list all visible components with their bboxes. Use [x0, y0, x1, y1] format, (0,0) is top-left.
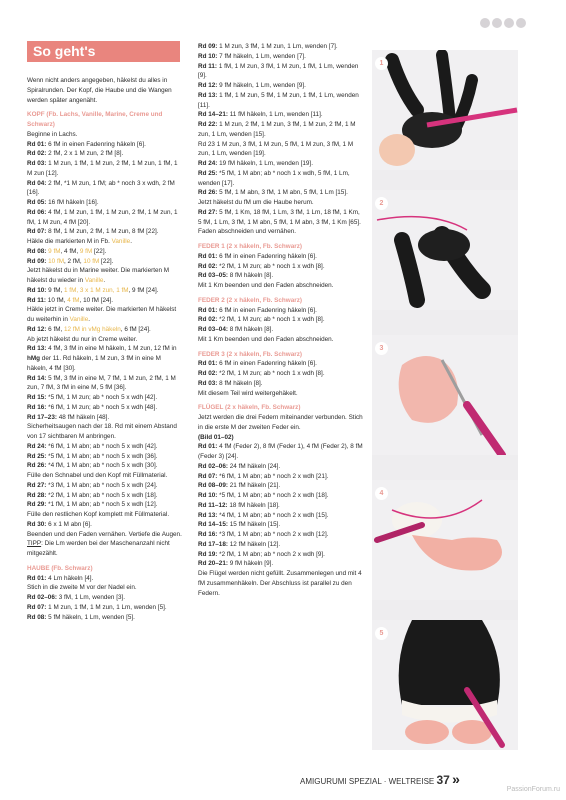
top-dots [480, 18, 526, 28]
step-photo-1 [372, 50, 518, 170]
instruction-row: Rd 01: 4 fM (Feder 2), 8 fM (Feder 1), 4 fM (Feder 2), 8 fM (Feder 3) [24]. [198, 443, 363, 460]
instruction-row: Rd 01: 6 fM in einen Fadenring häkeln [6]. [198, 360, 317, 368]
row-11: Rd 11: 10 fM, 4 fM, 10 fM [24]. [27, 296, 114, 304]
fluegel-end: Die Flügel werden nicht gefüllt. Zusammenlegen und mit 4 fM zusammenhäkeln. Der Abschluss ist parallel zu den Federn. [198, 570, 362, 597]
instruction-row: Rd 02: *2 fM, 1 M zun; ab * noch 1 x wdh [8]. [198, 316, 325, 324]
instruction-row: Rd 16: *6 fM, 1 M zun; ab * noch 5 x wdh [48]. [27, 403, 158, 411]
instruction-row: Rd 07: *6 fM, 1 M abn; ab * noch 2 x wdh [21]. [198, 472, 329, 480]
instruction-row: Rd 09: 1 M zun, 3 fM, 1 M zun, 1 Lm, wenden [7]. [198, 43, 338, 50]
watermark: PassionForum.ru [506, 786, 560, 793]
kopf-rows-3 [27, 442, 183, 471]
step-number: 5 [375, 627, 388, 640]
instruction-row: Rd 11–12: 18 fM häkeln [18]. [198, 501, 280, 509]
row-27: Rd 27: 5 fM, 1 Km, 18 fM, 1 Lm, 3 fM, 1 Lm, 18 fM, 1 Km, 5 fM, 1 Lm, 3 fM, 1 M abn, 5 fM, 1 M abn, 3 fM, 1 Km [65]. [198, 208, 361, 226]
fluegel-text: Jetzt werden die drei Federn miteinander verbunden. Stich in die erste M der zweiten Feder ein. [198, 414, 363, 431]
instruction-row: Rd 13: *4 fM, 1 M abn; ab * noch 2 x wdh [15]. [198, 511, 329, 519]
haube-rows-cont-2 [198, 159, 364, 198]
feder1-title: FEDER 1 (2 x häkeln, Fb. Schwarz) [198, 243, 302, 250]
instruction-row: Rd 05: 16 fM häkeln [16]. [27, 199, 99, 206]
row-30: Rd 30: 6 x 1 M abn [6]. [27, 520, 92, 528]
instruction-row: Rd 10: *5 fM, 1 M abn; ab * noch 2 x wdh [18]. [198, 492, 329, 499]
kopf-rows-1 [27, 140, 183, 238]
instruction-row: Rd 16: *3 fM, 1 M abn; ab * noch 2 x wdh [12]. [198, 531, 329, 538]
step-number: 2 [375, 197, 388, 210]
marine-line: Jetzt häkelst du in Marine weiter. Die markierten M häkelst du wieder in Vanille. [27, 267, 170, 284]
step-number: 3 [375, 342, 388, 355]
creme-only: Ab jetzt häkelst du nur in Creme weiter. [27, 335, 138, 343]
instruction-row: Rd 25: *5 fM, 1 M abn; ab * noch 5 x wdh [36]. [27, 452, 158, 460]
instruction-row: Rd 22: 1 M zun, 2 fM, 1 M zun, 3 fM, 1 M zun, 2 fM, 1 M zun, 1 Lm, wenden [15]. [198, 121, 356, 138]
fill-text-2: Fülle den restlichen Kopf komplett mit Füllmaterial. [27, 511, 170, 518]
column-2 [198, 42, 364, 598]
row-23: Rd 23 1 M zun, 3 fM, 1 M zun, 5 fM, 1 M zun, 3 fM, 1 M zun, 1 Lm, wenden [19]. [198, 140, 354, 158]
feder3-title: FEDER 3 (2 x häkeln, Fb. Schwarz) [198, 350, 302, 358]
step-photo-2 [372, 190, 518, 310]
creme-line: Häkle jetzt in Creme weiter. Die markierten M häkelst du weiterhin in Vanille. [27, 306, 177, 323]
haube-title: HAUBE (Fb. Schwarz) [27, 564, 93, 572]
instruction-row: Rd 17–23: 48 fM häkeln [48]. [27, 413, 110, 421]
page-number: 37 [436, 773, 450, 787]
fluegel-title: FLÜGEL (2 x häkeln, Fb. Schwarz) [198, 404, 301, 412]
instruction-row: Rd 14–15: 15 fM häkeln [15]. [198, 521, 281, 529]
instruction-row: Rd 02: *2 fM, 1 M zun; ab * noch 1 x wdh [8]. [198, 370, 325, 377]
instruction-row: Rd 03: 1 M zun, 1 fM, 1 M zun, 2 fM, 1 M zun, 1 fM, 1 M zun [12]. [27, 160, 178, 177]
instruction-row: Rd 20–21: 9 fM häkeln [9]. [198, 560, 274, 568]
photo-panel [372, 50, 518, 750]
row-10: Rd 10: 9 fM, 1 fM, 3 x 1 M zun, 1 fM, 9 fM [24]. [27, 286, 159, 294]
kopf-title: KOPF (Fb. Lachs, Vanille, Marine, Creme und Schwarz) [27, 111, 163, 128]
safety-eyes-text: Sicherheitsaugen nach der 18. Rd mit einem Abstand von 17 sichtbaren M anbringen. [27, 423, 177, 440]
feder1-rows [198, 252, 364, 281]
nav-dot [516, 18, 526, 28]
haube-row-01: Rd 01: 4 Lm häkeln [4]. [27, 574, 94, 582]
instruction-row: Rd 03–05: 8 fM häkeln [8]. [198, 272, 274, 280]
feder2-title: FEDER 2 (2 x häkeln, Fb. Schwarz) [198, 296, 302, 304]
kopf-end: Beenden und den Faden vernähen. Vertiefe die Augen. [27, 530, 182, 538]
haube-text: Stich in die zweite M vor der Nadel ein. [27, 584, 137, 592]
instruction-row: Rd 02–06: 24 fM häkeln [24]. [198, 462, 281, 470]
instruction-row: Rd 01: 6 fM in einen Fadenring häkeln [6]. [198, 306, 317, 314]
cut-text: Faden abschneiden und vernähen. [198, 228, 297, 236]
column-1 [27, 76, 183, 622]
instruction-row: Rd 10: 7 fM häkeln, 1 Lm, wenden [7]. [198, 52, 306, 60]
instruction-row: Rd 26: 5 fM, 1 M abn, 3 fM, 1 M abn, 5 fM, 1 Lm [15]. [198, 189, 348, 197]
instruction-row: Rd 07: 8 fM, 1 M zun, 2 fM, 1 M zun, 8 fM [22]. [27, 228, 159, 236]
fluegel-rows [198, 442, 364, 569]
instruction-row: Rd 01: 6 fM in einen Fadenring häkeln [6]. [27, 140, 146, 148]
instruction-row: Rd 06: 4 fM, 1 M zun, 1 fM, 1 M zun, 2 fM, 1 M zun, 1 fM, 1 M zun, 4 fM [20]. [27, 208, 178, 226]
magazine-name: AMIGURUMI SPEZIAL · WELTREISE [300, 777, 435, 786]
around-text: Jetzt häkelst du fM um die Haube herum. [198, 199, 314, 206]
row-12: Rd 12: 6 fM, 12 fM in vMg häkeln, 6 fM [24]. [27, 325, 151, 333]
instruction-row: Rd 14: 5 fM, 3 fM in eine M, 7 fM, 1 M zun, 2 fM, 1 M zun, 7 fM, 3 fM in eine M, 5 fM [36]. [27, 374, 176, 392]
next-page-arrow[interactable]: » [452, 771, 460, 787]
instruction-row: Rd 15: *5 fM, 1 M zun; ab * noch 5 x wdh [42]. [27, 394, 158, 401]
instruction-row: Rd 02: *2 fM, 1 M zun; ab * noch 1 x wdh [8]. [198, 262, 325, 270]
nav-dot [480, 18, 490, 28]
vanille-line: Häkle die markierten M in Fb. Vanille. [27, 238, 132, 245]
instruction-row: Rd 29: *1 fM, 1 M abn; ab * noch 5 x wdh [12]. [27, 501, 158, 509]
instruction-row: Rd 25: *5 fM, 1 M abn; ab * noch 1 x wdh, 5 fM, 1 Lm, wenden [17]. [198, 169, 350, 187]
fluegel-bild: (Bild 01–02) [198, 433, 234, 441]
instruction-row: Rd 11: 1 fM, 1 M zun, 3 fM, 1 M zun, 1 fM, 1 Lm, wenden [9]. [198, 62, 359, 80]
fill-text-1: Fülle den Schnabel und den Kopf mit Füllmaterial. [27, 472, 168, 479]
feder2-rows [198, 306, 364, 335]
step-photo-5 [372, 620, 518, 750]
kopf-rows-4 [27, 481, 183, 510]
kopf-rows-2 [27, 374, 183, 423]
row-08: Rd 08: 9 fM, 4 fM, 9 fM [22]. [27, 247, 107, 255]
feder1-end: Mit 1 Km beenden und den Faden abschneiden. [198, 282, 334, 289]
instruction-row: Rd 08–09: 21 fM häkeln [21]. [198, 482, 281, 490]
page-heading: So geht's [27, 41, 180, 62]
instruction-row: Rd 02–06: 3 fM, 1 Lm, wenden [3]. [27, 594, 126, 601]
step-photo-3 [372, 335, 518, 455]
instruction-row: Rd 12: 9 fM häkeln, 1 Lm, wenden [9]. [198, 82, 306, 89]
intro-text: Wenn nicht anders angegeben, häkelst du alles in Spiralrunden. Der Kopf, die Haube und die Wangen werden später angenäht. [27, 77, 172, 104]
instruction-row: Rd 03–04: 8 fM häkeln [8]. [198, 326, 274, 333]
page-footer [300, 771, 550, 787]
instruction-row: Rd 14–21: 11 fM häkeln, 1 Lm, wenden [11]. [198, 111, 323, 119]
nav-dot [504, 18, 514, 28]
instruction-row: Rd 02: 2 fM, 2 x 1 M zun, 2 fM [8]. [27, 150, 124, 158]
instruction-row: Rd 07: 1 M zun, 1 fM, 1 M zun, 1 Lm, wenden [5]. [27, 603, 167, 611]
instruction-row: Rd 04: 2 fM, *1 M zun, 1 fM; ab * noch 3 x wdh, 2 fM [16]. [27, 179, 175, 197]
instruction-row: Rd 03: 8 fM häkeln [8]. [198, 379, 263, 387]
instruction-row: Rd 26: *4 fM, 1 M abn; ab * noch 5 x wdh [30]. [27, 462, 158, 470]
instruction-row: Rd 19: *2 fM, 1 M abn; ab * noch 2 x wdh [9]. [198, 550, 325, 558]
instruction-row: Rd 28: *2 fM, 1 M abn; ab * noch 5 x wdh [18]. [27, 491, 158, 499]
haube-rows-cont [198, 42, 364, 140]
row-13: Rd 13: 4 fM, 3 fM in eine M häkeln, 1 M zun, 12 fM in hMg der 11. Rd häkeln, 1 M zun, 3 fM in eine M häkeln, 4 fM [30]. [27, 345, 177, 372]
feder3-end: Mit diesem Teil wird weitergehäkelt. [198, 389, 298, 397]
kopf-start: Beginne in Lachs. [27, 130, 78, 138]
row-09: Rd 09: 10 fM, 2 fM, 10 fM [22]. [27, 257, 114, 265]
step-number: 4 [375, 487, 388, 500]
instruction-row: Rd 24: 19 fM häkeln, 1 Lm, wenden [19]. [198, 160, 313, 167]
instruction-row: Rd 27: *3 fM, 1 M abn; ab * noch 5 x wdh [24]. [27, 481, 158, 489]
instruction-row: Rd 08: 5 fM häkeln, 1 Lm, wenden [5]. [27, 613, 135, 621]
nav-dot [492, 18, 502, 28]
instruction-row: Rd 01: 6 fM in einen Fadenring häkeln [6]. [198, 252, 317, 260]
instruction-row: Rd 17–18: 12 fM häkeln [12]. [198, 540, 281, 548]
step-number: 1 [375, 57, 388, 70]
feder3-rows [198, 359, 364, 388]
instruction-row: Rd 24: *6 fM, 1 M abn; ab * noch 5 x wdh [42]. [27, 442, 158, 450]
haube-rows [27, 593, 183, 622]
step-photo-4 [372, 480, 518, 600]
instruction-row: Rd 13: 1 fM, 1 M zun, 5 fM, 1 M zun, 1 fM, 1 Lm, wenden [11]. [198, 91, 359, 109]
tipp-text: TIPP: Die Lm werden bei der Maschenanzahl nicht mitgezählt. [27, 540, 170, 557]
feder2-end: Mit 1 Km beenden und den Faden abschneiden. [198, 335, 334, 343]
